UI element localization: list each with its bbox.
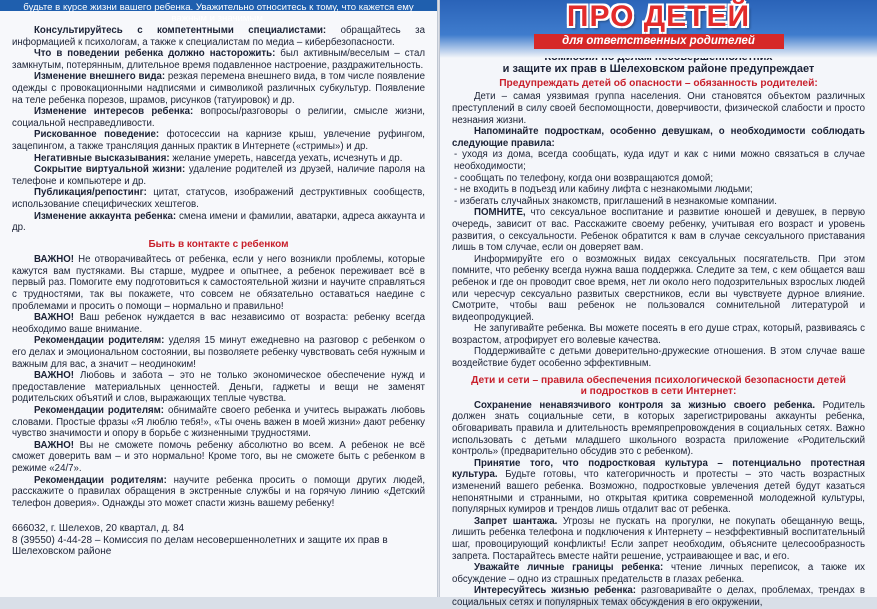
heading-account: Изменение аккаунта ребенка: [34, 210, 177, 222]
footer-contacts [12, 523, 425, 557]
text-virtual: удаление родителей из друзей, наличие пароля на телефоне и компьютере и др. [12, 164, 426, 187]
text-appearance: резкая перемена внешнего вида, в том числе появление одежды с провокационными надписями и символикой различных субкультур. Появление на теле ребенка порезов, шрамов, рисунков (татуировок) и др. [12, 71, 425, 106]
rule-item-4: - избегать случайных знакомств, приглашений в незнакомые компании. [454, 195, 777, 207]
top-note: будьте в курсе жизни вашего ребенка. Уважительно относитесь к тому, что кажется ему важным и значимым. [23, 2, 414, 24]
heading-behavior: Что в поведении ребенка должно насторожить: [34, 48, 276, 60]
text-remember: что сексуальное воспитание и развитие юношей и девушек, в первую очередь, зависит от вас. Расскажите своему ребенку, учитывая его возраст и уровень развития, о сексуальности. Ребенок обратится к вам в случае сексуального приставания лишь в том случае, если он доверяет вам. [452, 207, 865, 254]
left-page [0, 0, 437, 597]
paragraph-important-4 [12, 440, 425, 475]
paragraph-interests [12, 106, 425, 129]
section-internet-line-2: и подростков в сети Интернет: [580, 386, 737, 398]
paragraph-no-fear: Не запугивайте ребенка. Вы можете посеять в его душе страх, который, развиваясь с возрастом, атрофирует его волевые качества. [452, 323, 865, 346]
heading-virtual: Сокрытие виртуальной жизни: [34, 164, 186, 176]
commission-line-2: и защите их прав в Шелеховском районе предупреждает [502, 63, 815, 76]
paragraph-risk [12, 129, 425, 152]
paragraph-negative [12, 153, 425, 165]
paragraph-boundaries [452, 562, 865, 585]
heading-recommend-1: Рекомендации родителям: [34, 335, 165, 347]
subtitle-ribbon: для ответственных родителей [534, 34, 784, 49]
main-title: ПРО ДЕТЕЙ [566, 0, 751, 33]
right-page [440, 0, 877, 608]
heading-control: Сохранение ненавязчивого контроля за жизнью своего ребенка. [474, 399, 816, 411]
heading-repost: Публикация/репостинг: [34, 187, 147, 199]
text-recommend-1: уделяя 15 минут ежедневно на разговор с ребенком о его делах и эмоциональном состоянии, вы позволяете ребенку чувствовать себя нужным и важным для вас, а значит – неодиноким! [12, 335, 425, 370]
heading-blackmail: Запрет шантажа. [474, 515, 558, 527]
paragraph-consult [12, 25, 425, 48]
paragraph-important-2 [12, 312, 425, 335]
paragraph-virtual [12, 164, 425, 187]
text-important-3: Любовь и забота – это не только экономическое обеспечение нужд и предоставление материальных ценностей. Деньги, гаджеты и вещи не заменят родительских объятий и слов, выражающих теплые чувства. [12, 370, 425, 405]
section-title-contact: Быть в контакте с ребенком [148, 238, 289, 250]
paragraph-behavior [12, 48, 425, 71]
text-important-2: Ваш ребенок нуждается в вас независимо от возраста: ребенку всегда необходимо ваше внимание. [12, 312, 425, 335]
text-important-1: Не отворачивайтесь от ребенка, если у него возникли проблемы, которые кажутся вам пустяками. Вы старше, мудрее и опытнее, а ребенок переживает всё в первый раз. Помогите ему подготовиться к самостоятельной жизни и научите справляться с трудностями, так вы покажете, что совсем не обязательно оставаться наедине с проблемами и просить о помощи – нормально и правильно! [12, 254, 425, 312]
text-consult: обращайтесь за информацией к психологам, а также к специалистам по медиа – кибербезопасности. [12, 25, 425, 48]
paragraph-trust: Поддерживайте с детьми доверительно-дружеские отношения. В этом случае ваше воздействие будет особенно эффективным. [452, 346, 865, 370]
paragraph-recommend-1 [12, 335, 425, 370]
paragraph-account [12, 211, 425, 234]
heading-remember: ПОМНИТЕ, [474, 207, 526, 219]
paragraph-interest [452, 585, 865, 608]
heading-important-3: ВАЖНО! [34, 370, 75, 382]
text-negative: желание умереть, навсегда уехать, исчезнуть и др. [169, 152, 403, 164]
heading-risk: Рискованное поведение: [34, 129, 160, 141]
paragraph-vulnerable: Дети – самая уязвимая группа населения. Они становятся объектом различных преступлений в силу своей беспомощности, доверчивости, физической слабости и просто незнания жизни. [452, 91, 865, 126]
heading-important-2: ВАЖНО! [34, 312, 75, 324]
heading-interest: Интересуйтесь жизнью ребенка: [474, 585, 636, 597]
paragraph-repost [12, 187, 425, 210]
text-repost: цитат, статусов, изображений деструктивных сообществ, использование специфических хештегов. [12, 187, 425, 210]
text-blackmail: Угрозы не пускать на прогулки, не покупать обещанную вещь, лишить ребенка телефона и подключения к Интернету – неэффективный воспитательный шаг, провоцирующий конфликты! Если запрет необходим, объясните целесообразность запрета. Постарайтесь вместе найти решение, устраивающее и вас, и его. [452, 515, 865, 562]
section-title-danger: Предупреждать детей об опасности – обязанность родителей: [499, 77, 818, 89]
rule-item-2: - сообщать по телефону, когда они возвращаются домой; [454, 172, 714, 184]
text-recommend-2: обнимайте своего ребенка и учитесь выражать любовь словами. Простые фразы «Я люблю тебя!», «Ты очень важен в моей жизни» дают ребенку чувство значимости и опору в борьбе с жизненными трудностями. [12, 405, 426, 440]
text-recommend-3: научите ребенка просить о помощи других людей, расскажите о правилах обращения в экстренные службы и на горячую линию «Детский телефон доверия». Однажды это может спасти жизнь вашему ребенку! [12, 474, 426, 509]
heading-consult: Консультируйтесь с компетентными специалистами: [34, 25, 327, 36]
paragraph-culture [452, 458, 865, 516]
paragraph-important-1 [12, 254, 425, 312]
paragraph-important-3 [12, 370, 425, 405]
heading-important-4: ВАЖНО! [34, 439, 75, 451]
heading-negative: Негативные высказывания: [34, 152, 170, 164]
text-behavior: был активным/веселым – стал замкнутым, потерянным, длительное время подавленное настроение, раздражительность. [12, 48, 425, 71]
paragraph-recommend-3 [12, 475, 425, 510]
paragraph-remember [452, 207, 865, 253]
paragraph-recommend-2 [12, 405, 425, 440]
text-culture: Будьте готовы, что категоричность и протесты – это часть возрастных изменений вашего ребенка. Возможно, подростковые увлечения детей будут казаться непонятными и странными, но открытая критика современной молодежной культуры, популярных кумиров и трендов лишь отдалит вас от ребенка. [452, 469, 865, 516]
title-block [452, 0, 865, 34]
text-interest: разговаривайте о делах, проблемах, трендах в социальных сетях и популярных темах обсуждения в его окружении, [452, 585, 865, 608]
heading-boundaries: Уважайте личные границы ребенка: [474, 562, 664, 574]
heading-interests: Изменение интересов ребенка: [34, 106, 194, 118]
section-title-internet [452, 375, 865, 398]
heading-important-1: ВАЖНО! [34, 254, 75, 266]
heading-recommend-3: Рекомендации родителям: [34, 474, 167, 486]
rule-item-1: - уходя из дома, всегда сообщать, куда идут и как с ними можно связаться в случае необходимости; [454, 149, 865, 172]
paragraph-blackmail [452, 516, 865, 562]
paragraph-remind-rules: Напоминайте подросткам, особенно девушкам, о необходимости соблюдать следующие правила: [452, 126, 865, 149]
heading-culture: Принятие того, что подростковая культура – потенциально протестная культура. [452, 457, 865, 481]
paragraph-inform: Информируйте его о возможных видах сексуальных посягательств. При этом помните, что ребенку всегда нужна ваша поддержка. Следите за тем, с кем общается ваш ребенок и где он проводит свое время, нет ли около него подозрительных взрослых людей или чересчур сексуально развитых сверстников, если вы чувствуете дурное влияние. Смотрите, чтобы ваш ребенок не пользовался сомнительной литературой и видеопродукцией. [452, 253, 865, 323]
text-interests: вопросы/разговоры о религии, смысле жизни, социальной несправедливости. [12, 106, 425, 129]
section-internet-line-1: Дети и сети – правила обеспечения психологической безопасности детей [471, 374, 846, 386]
footer-phone: 8 (39550) 4-44-28 – Комиссия по делам несовершеннолетних и защите их прав в Шелеховском районе [12, 534, 388, 558]
paragraph-appearance [12, 71, 425, 106]
text-control: Родитель должен знать социальные сети, в которых зарегистрированы аккаунты ребенка, обговаривать правила и длительность времяпрепровождения в социальных сетях. Важно использовать с детьми младшего школьного возраста приложение «Родительский контроль» (предварительно обсудив это с ребенком). [452, 399, 865, 458]
text-risk: фотосессии на карнизе крыш, увлечение руфингом, зацепингом, а также трансляция данных практик в Интернете («стримы») и др. [12, 129, 425, 152]
text-account: смена имени и фамилии, аватарки, адреса аккаунта и др. [12, 210, 425, 234]
rule-item-3: - не входить в подъезд или кабину лифта с незнакомыми людьми; [454, 184, 753, 196]
heading-recommend-2: Рекомендации родителям: [34, 405, 165, 416]
heading-appearance: Изменение внешнего вида: [34, 71, 166, 83]
paragraph-control [452, 400, 865, 458]
text-important-4: Вы не сможете помочь ребенку абсолютно во всем. А ребенок не всё сможет доверить вам – и это нормально! Кроме того, вы не сможете быть с ребенком в режиме «24/7». [12, 439, 425, 474]
text-boundaries: чтение личных переписок, а также их обсуждение – одно из страшных предательств в глазах ребенка. [452, 562, 865, 585]
footer-address: 666032, г. Шелехов, 20 квартал, д. 84 [12, 523, 185, 535]
